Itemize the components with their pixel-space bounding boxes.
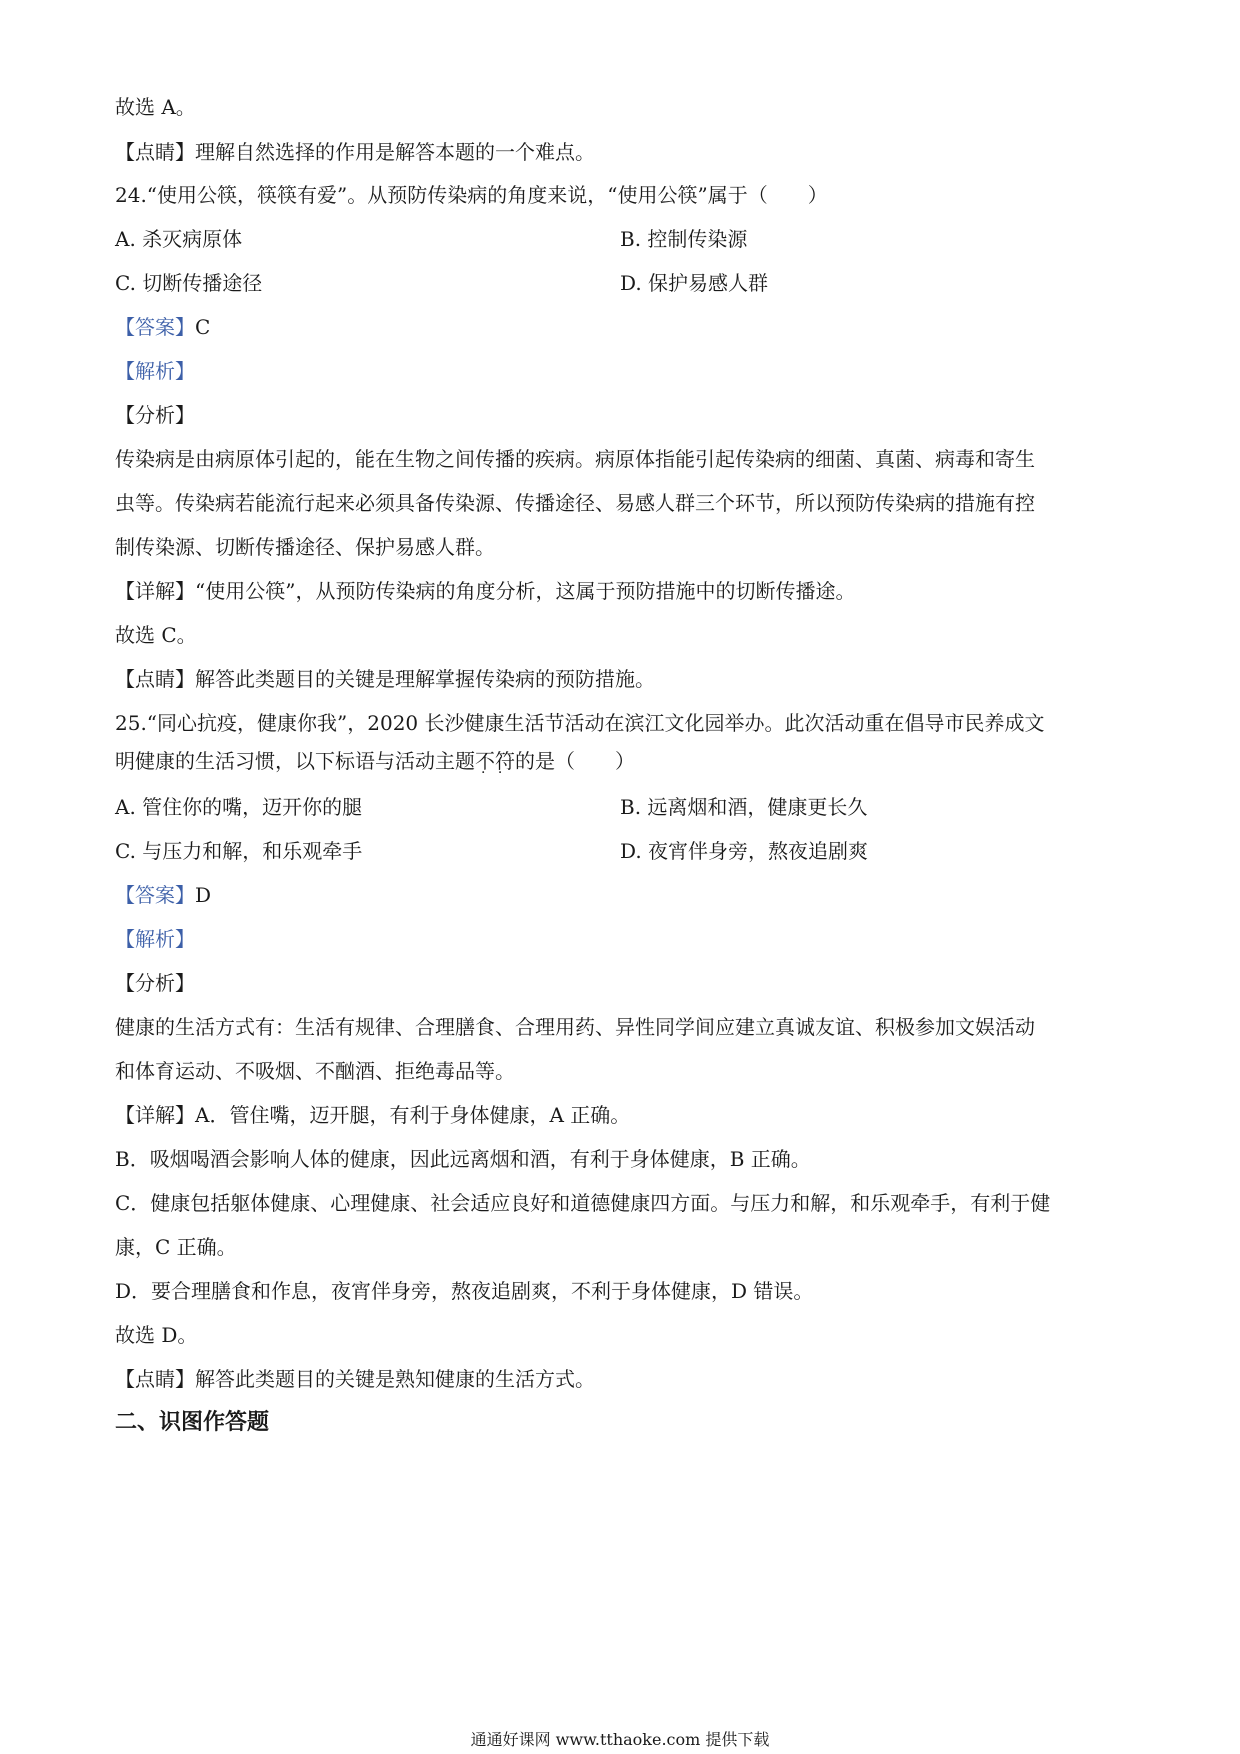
q25-detail-5: D．要合理膳食和作息，夜宵伴身旁，熬夜追剧爽，不利于身体健康，D 错误。 [115,1279,814,1303]
q25-option-b: B. 远离烟和酒，健康更长久 [620,795,868,819]
q24-conclusion: 故选 C。 [115,623,197,647]
q25-detail-4: 康，C 正确。 [115,1235,237,1259]
q24-fenxi-label: 【分析】 [115,403,195,427]
section-heading: 二、识图作答题 [115,1410,270,1435]
q24-answer [115,314,210,340]
page-footer: 通通好课网 www.tthaoke.com 提供下载 [470,1730,770,1749]
q25-option-d: D. 夜宵伴身旁，熬夜追剧爽 [620,839,869,863]
question-24-stem: 24.“使用公筷，筷筷有爱”。从预防传染病的角度来说，“使用公筷”属于（ ） [115,183,828,207]
q25-analysis-label: 【解析】 [115,927,195,951]
q24-detail: 【详解】“使用公筷”，从预防传染病的角度分析，这属于预防措施中的切断传播途。 [115,579,856,603]
answer-label: 【答案】 [115,315,195,339]
answer-value: C [195,315,211,339]
emphasis-not-matching: 不符 · · [475,748,515,774]
q25-fenxi-label: 【分析】 [115,971,195,995]
q25-detail-3: C．健康包括躯体健康、心理健康、社会适应良好和道德健康四方面。与压力和解，和乐观牵手，有利于健 [115,1191,1051,1215]
answer-label: 【答案】 [115,883,195,907]
q24-option-c: C. 切断传播途径 [115,271,263,295]
question-25-stem-1: 25.“同心抗疫，健康你我”，2020 长沙健康生活节活动在滨江文化园举办。此次活动重在倡导市民养成文 [115,711,1045,735]
q24-option-a: A. 杀灭病原体 [115,227,243,251]
q25-detail-2: B．吸烟喝酒会影响人体的健康，因此远离烟和酒，有利于身体健康，B 正确。 [115,1147,811,1171]
q25-answer [115,882,211,908]
stem-part-1: 明健康的生活习惯，以下标语与活动主题 [115,749,475,773]
q25-para-2: 和体育运动、不吸烟、不酗酒、拒绝毒品等。 [115,1059,515,1083]
stem-part-2: 的是（ ） [515,749,635,773]
q25-conclusion: 故选 D。 [115,1323,198,1347]
conclusion-prev: 故选 A。 [115,95,196,119]
q25-detail-1: 【详解】A．管住嘴，迈开腿，有利于身体健康，A 正确。 [115,1103,631,1127]
q25-para-1: 健康的生活方式有：生活有规律、合理膳食、合理用药、异性同学间应建立真诚友谊、积极参加文娱活动 [115,1015,1035,1039]
q25-note: 【点睛】解答此类题目的关键是熟知健康的生活方式。 [115,1367,595,1391]
note-prev: 【点睛】理解自然选择的作用是解答本题的一个难点。 [115,140,595,164]
answer-value: D [195,883,212,907]
question-25-stem-2 [115,748,635,774]
q24-option-b: B. 控制传染源 [620,227,748,251]
q25-option-c: C. 与压力和解，和乐观牵手 [115,839,363,863]
q24-note: 【点睛】解答此类题目的关键是理解掌握传染病的预防措施。 [115,667,655,691]
q24-analysis-label: 【解析】 [115,359,195,383]
q24-option-d: D. 保护易感人群 [620,271,769,295]
q24-para-2: 虫等。传染病若能流行起来必须具备传染源、传播途径、易感人群三个环节，所以预防传染病的措施有控 [115,491,1035,515]
q24-para-1: 传染病是由病原体引起的，能在生物之间传播的疾病。病原体指能引起传染病的细菌、真菌、病毒和寄生 [115,447,1035,471]
q24-para-3: 制传染源、切断传播途径、保护易感人群。 [115,535,495,559]
q25-option-a: A. 管住你的嘴，迈开你的腿 [115,795,363,819]
